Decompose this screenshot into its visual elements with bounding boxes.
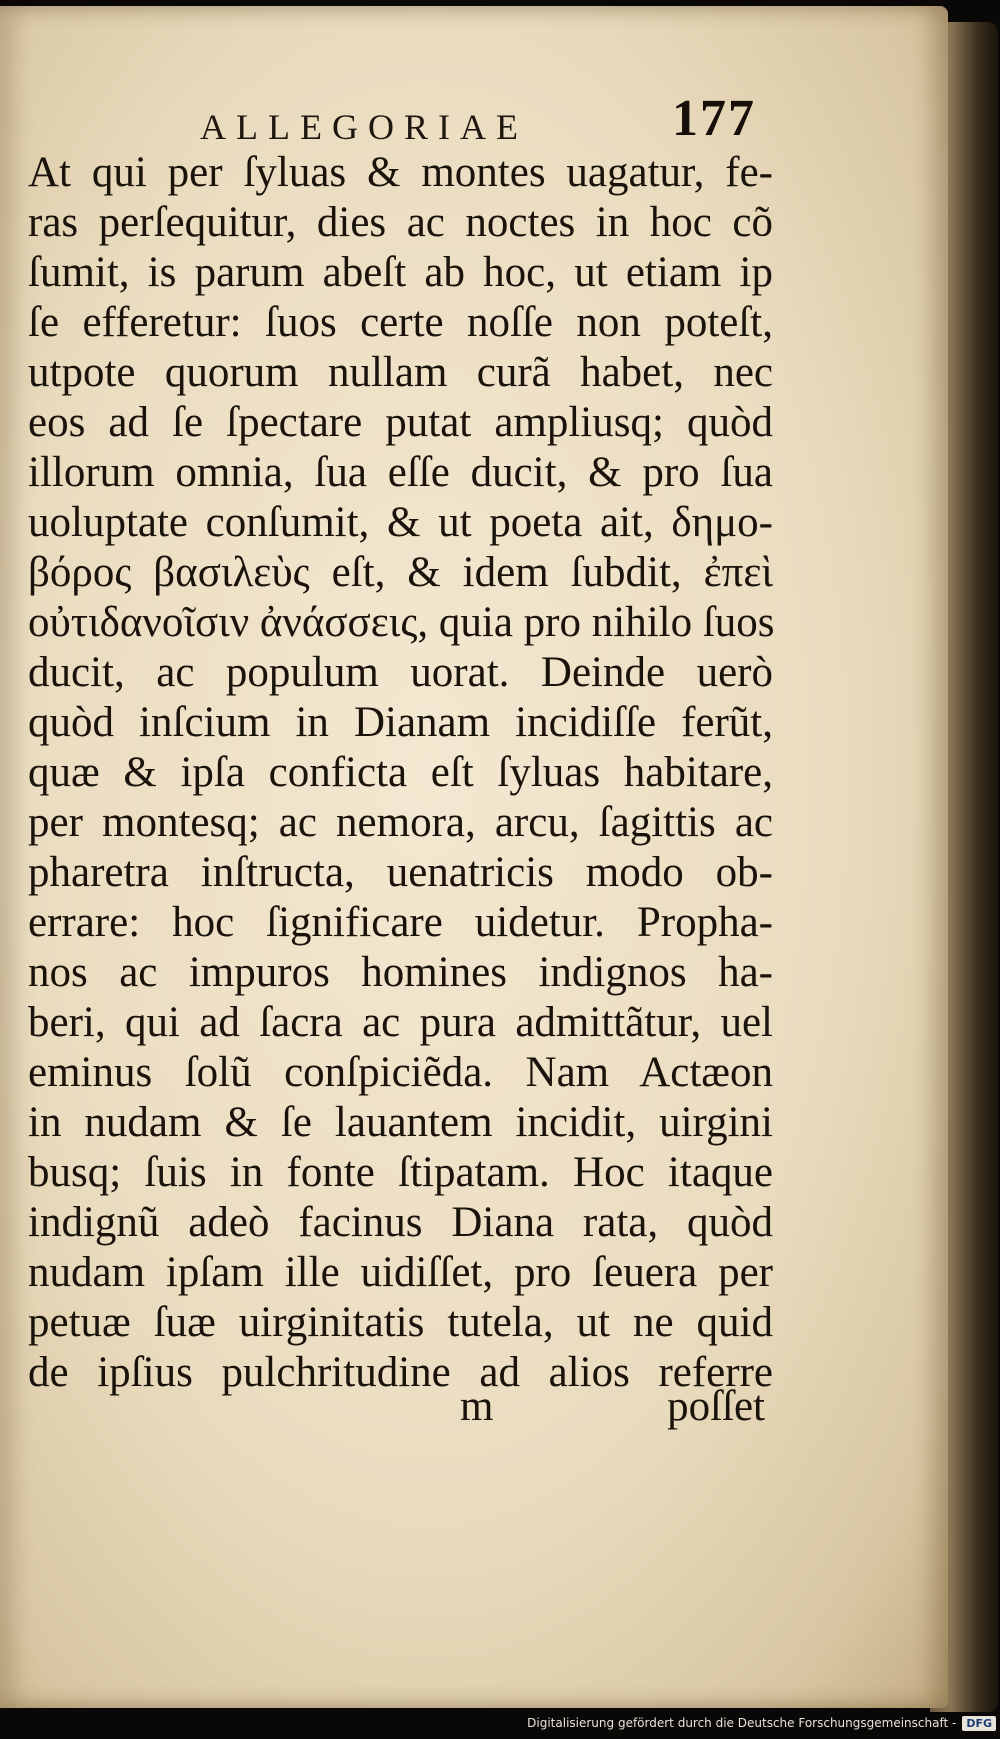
text-line: per montesq; ac nemora, arcu, ſagittis ac bbox=[28, 799, 773, 846]
text-line: βόρος βασιλεὺς eſt, & idem ſubdit, ἐπεὶ bbox=[28, 549, 773, 596]
credit-text: Digitalisierung gefördert durch die Deutsche Forschungsgemeinschaft - bbox=[527, 1716, 957, 1730]
text-line: οὐτιδανοῖσιν ἀνάσσεις, quia pro nihilo ſuos bbox=[28, 599, 775, 646]
dfg-logo: DFG bbox=[962, 1716, 996, 1731]
text-line: ſe efferetur: ſuos certe noſſe non poteſt, bbox=[28, 299, 773, 346]
running-title: ALLEGORIAE bbox=[200, 107, 528, 147]
text-line: At qui per ſyluas & montes uagatur, fe- bbox=[28, 149, 773, 196]
text-line: de ipſius pulchritudine ad alios referre bbox=[28, 1349, 773, 1396]
text-line: indignũ adeò facinus Diana rata, quòd bbox=[28, 1199, 773, 1246]
signature-mark: m bbox=[460, 1383, 494, 1430]
text-line: busq; ſuis in fonte ſtipatam. Hoc itaque bbox=[28, 1149, 773, 1196]
text-line: ſumit, is parum abeſt ab hoc, ut etiam ip bbox=[28, 249, 773, 296]
text-line: eminus ſolũ conſpiciẽda. Nam Actæon bbox=[28, 1049, 773, 1096]
text-line: in nudam & ſe lauantem incidit, uirgini bbox=[28, 1099, 773, 1146]
text-line: nudam ipſam ille uidiſſet, pro ſeuera per bbox=[28, 1249, 773, 1296]
text-line: nos ac impuros homines indignos ha- bbox=[28, 949, 773, 996]
page-footer-marks bbox=[460, 1382, 765, 1438]
page-number: 177 bbox=[672, 90, 756, 147]
text-line: quòd inſcium in Dianam incidiſſe ferũt, bbox=[28, 699, 773, 746]
text-line: ras perſequitur, dies ac noctes in hoc cõ bbox=[28, 199, 773, 246]
text-line: ducit, ac populum uorat. Deinde uerò bbox=[28, 649, 773, 696]
book-page bbox=[0, 6, 948, 1708]
running-head bbox=[200, 88, 760, 148]
catchword: poſſet bbox=[667, 1383, 765, 1430]
text-line: errare: hoc ſignificare uidetur. Propha- bbox=[28, 899, 773, 946]
text-line: utpote quorum nullam curã habet, nec bbox=[28, 349, 773, 396]
text-line: beri, qui ad ſacra ac pura admittãtur, uel bbox=[28, 999, 773, 1046]
text-line: petuæ ſuæ uirginitatis tutela, ut ne quid bbox=[28, 1299, 773, 1346]
body-text bbox=[28, 148, 773, 1398]
text-line: quæ & ipſa conficta eſt ſyluas habitare, bbox=[28, 749, 773, 796]
text-line: eos ad ſe ſpectare putat ampliusq; quòd bbox=[28, 399, 773, 446]
text-line: uoluptate conſumit, & ut poeta ait, δημο- bbox=[28, 499, 773, 546]
digitization-credit bbox=[527, 1711, 996, 1735]
text-line: illorum omnia, ſua eſſe ducit, & pro ſua bbox=[28, 449, 773, 496]
text-line: pharetra inſtructa, uenatricis modo ob- bbox=[28, 849, 773, 896]
